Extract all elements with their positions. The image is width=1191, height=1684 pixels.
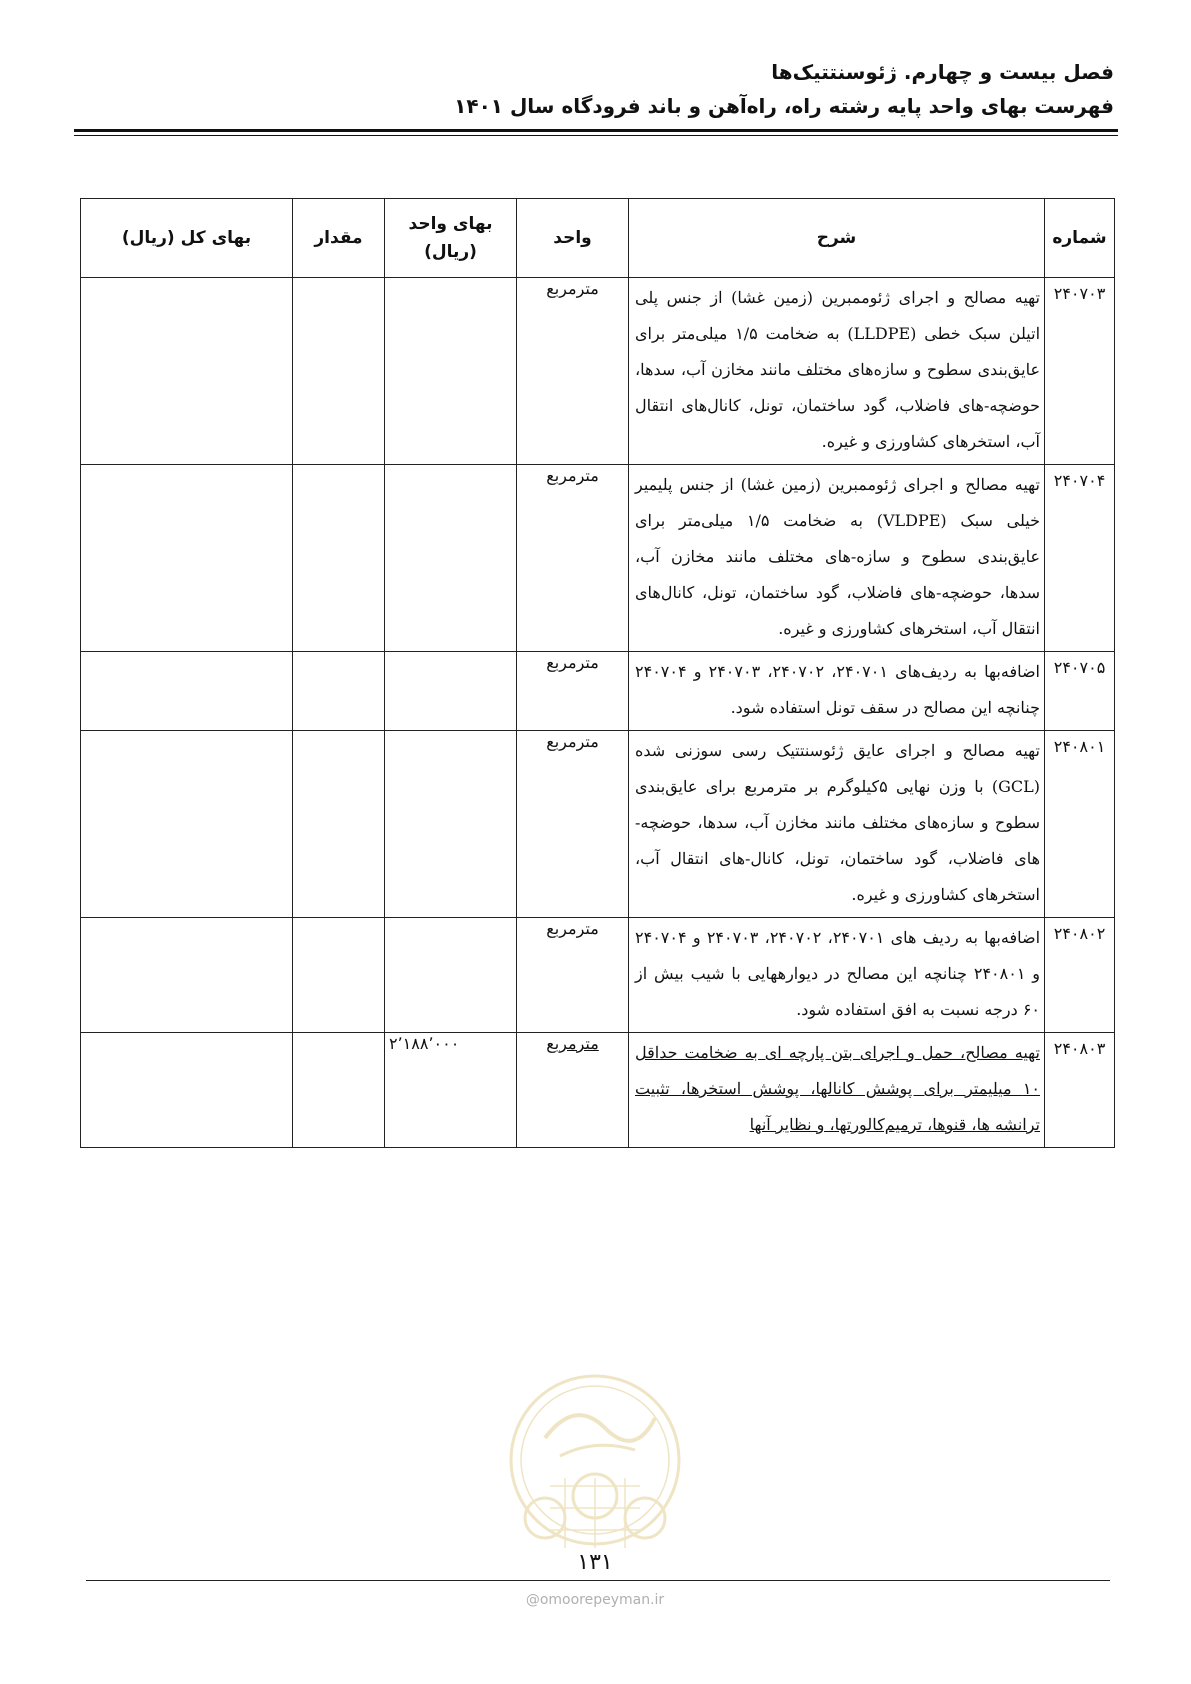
item-number: ۲۴۰۸۰۱ <box>1045 731 1115 918</box>
item-quantity <box>293 918 385 1033</box>
table-row <box>81 918 1115 1033</box>
item-number: ۲۴۰۷۰۴ <box>1045 465 1115 652</box>
header-number: شماره <box>1045 199 1115 278</box>
item-unit: مترمربع <box>517 918 629 1033</box>
item-unit: مترمربع <box>517 278 629 465</box>
item-unit-price <box>385 278 517 465</box>
item-total-price <box>81 465 293 652</box>
header-unit-price-line1: بهای واحد <box>408 214 493 234</box>
table-header-row <box>81 199 1115 278</box>
table-row <box>81 278 1115 465</box>
table-row <box>81 652 1115 731</box>
item-total-price <box>81 278 293 465</box>
item-unit-price <box>385 465 517 652</box>
item-quantity <box>293 731 385 918</box>
item-unit: مترمربع <box>517 465 629 652</box>
header-rule-thick <box>74 129 1118 132</box>
item-description: تهیه مصالح و اجرای عایق ژئوسنتتیک رسی سوزنی شده (GCL) با وزن نهایی ۵کیلوگرم بر مترمربع برای عایق‌بندی سطوح و سازه‌های مختلف مانند مخازن آب، سدها، حوضچه-های فاضلاب، گود ساختمان، تونل، کانال-های انتقال آب، استخرهای کشاورزی و غیره. <box>629 731 1045 918</box>
price-table <box>80 198 1115 1148</box>
item-unit-price <box>385 918 517 1033</box>
item-quantity <box>293 652 385 731</box>
seal-logo-icon <box>505 1368 685 1568</box>
item-unit: مترمربع <box>517 731 629 918</box>
header-quantity: مقدار <box>293 199 385 278</box>
chapter-title: فصل بیست و چهارم. ژئوسنتتیک‌ها <box>771 60 1114 84</box>
item-quantity <box>293 1033 385 1148</box>
item-total-price <box>81 1033 293 1148</box>
item-number: ۲۴۰۷۰۵ <box>1045 652 1115 731</box>
item-total-price <box>81 918 293 1033</box>
page-number: ۱۳۱ <box>577 1550 613 1575</box>
item-unit-price: ۲٬۱۸۸٬۰۰۰ <box>385 1033 517 1148</box>
page-header <box>80 55 1114 123</box>
table-row <box>81 465 1115 652</box>
item-number: ۲۴۰۸۰۲ <box>1045 918 1115 1033</box>
header-unit: واحد <box>517 199 629 278</box>
header-rule-thin <box>74 135 1118 136</box>
item-quantity <box>293 465 385 652</box>
item-unit-price <box>385 652 517 731</box>
item-unit: مترمربع <box>517 1033 629 1148</box>
document-subtitle: فهرست بهای واحد پایه رشته راه، راه‌آهن و باند فرودگاه سال ۱۴۰۱ <box>454 94 1114 118</box>
item-number: ۲۴۰۸۰۳ <box>1045 1033 1115 1148</box>
footer-rule <box>86 1580 1110 1581</box>
table-row <box>81 731 1115 918</box>
item-description: تهیه مصالح و اجرای ژئوممبرین (زمین غشا) از جنس پلی اتیلن سبک خطی (LLDPE) به ضخامت ۱/۵ میلی‌متر برای عایق‌بندی سطوح و سازه‌های مختلف مانند مخازن آب، سدها، حوضچه-های فاضلاب، گود ساختمان، تونل، کانال‌های انتقال آب، استخرهای کشاورزی و غیره. <box>629 278 1045 465</box>
item-description: اضافه‌بها به ردیف های ۲۴۰۷۰۱، ۲۴۰۷۰۲، ۲۴۰۷۰۳ و ۲۴۰۷۰۴ و ۲۴۰۸۰۱ چنانچه این مصالح در دیوارههایی با شیب بیش از ۶۰ درجه نسبت به افق استفاده شود. <box>629 918 1045 1033</box>
item-unit-price <box>385 731 517 918</box>
item-number: ۲۴۰۷۰۳ <box>1045 278 1115 465</box>
header-unit-price <box>385 199 517 278</box>
item-total-price <box>81 652 293 731</box>
item-unit: مترمربع <box>517 652 629 731</box>
table-row <box>81 1033 1115 1148</box>
item-total-price <box>81 731 293 918</box>
item-description: تهیه مصالح، حمل و اجرای بتن پارچه ای به ضخامت حداقل ۱۰ میلیمتر برای پوشش کانالها، پوشش استخرها، تثبیت ترانشه ها، قنوها، ترمیم‌کالورتها، و نظایر آنها <box>629 1033 1045 1148</box>
header-unit-price-line2: (ریال) <box>424 242 477 262</box>
header-description: شرح <box>629 199 1045 278</box>
item-description: تهیه مصالح و اجرای ژئوممبرین (زمین غشا) از جنس پلیمیر خیلی سبک (VLDPE) به ضخامت ۱/۵ میلی‌متر برای عایق‌بندی سطوح و سازه-های مختلف مانند مخازن آب، سدها، حوضچه-های فاضلاب، گود ساختمان، تونل، کانال‌های انتقال آب، استخرهای کشاورزی و غیره. <box>629 465 1045 652</box>
item-quantity <box>293 278 385 465</box>
watermark-url: @omoorepeyman.ir <box>525 1592 665 1608</box>
item-description: اضافه‌بها به ردیف‌های ۲۴۰۷۰۱، ۲۴۰۷۰۲، ۲۴۰۷۰۳ و ۲۴۰۷۰۴ چنانچه این مصالح در سقف تونل استفاده شود. <box>629 652 1045 731</box>
header-total-price: بهای کل (ریال) <box>81 199 293 278</box>
